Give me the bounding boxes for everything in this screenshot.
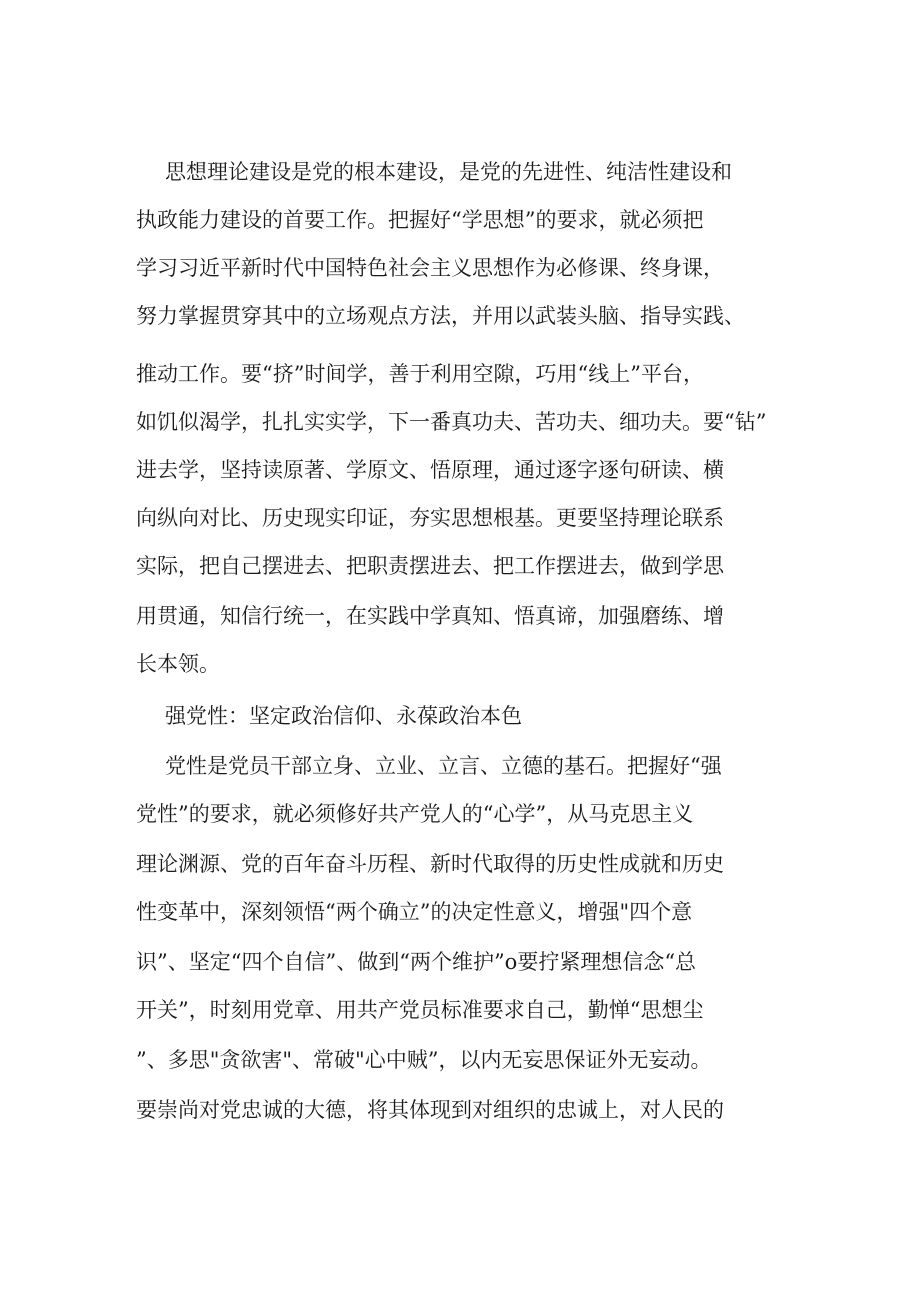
text-line: 党性是党员干部立身、立业、立言、立德的基石。把握好“强 [165,754,722,778]
text-line: 如饥似渴学，扎扎实实学，下一番真功夫、苦功夫、细功夫。要“钻” [136,410,767,434]
text-line: 长本领。 [136,652,220,676]
text-line: 努力掌握贯穿其中的立场观点方法，并用以武装头脑、指导实践、 [136,304,745,328]
text-line: 向纵向对比、历史现实印证，夯实思想根基。更要坚持理论联系 [136,506,724,530]
text-line: 推动工作。要“挤”时间学，善于利用空隙，巧用“线上”平台， [136,362,704,386]
text-line: 学习习近平新时代中国特色社会主义思想作为必修课、终身课， [136,256,724,280]
text-line: 识”、坚定“四个自信”、做到“两个维护”o要拧紧理想信念“总 [136,950,697,974]
section-heading: 强党性：坚定政治信仰、永葆政治本色 [165,704,522,728]
text-line: 性变革中，深刻领悟“两个确立”的决定性意义，增强"四个意 [136,900,693,924]
text-line: 实际，把自己摆进去、把职责摆进去、把工作摆进去，做到学思 [136,554,724,578]
text-line: 党性”的要求，就必须修好共产党人的“心学”，从马克思主义 [136,802,694,826]
text-line: ”、多思"贪欲害"、常破"心中贼”，以内无妄思保证外无妄动。 [136,1048,712,1072]
text-line: 理论渊源、党的百年奋斗历程、新时代取得的历史性成就和历史 [136,852,724,876]
text-line: 执政能力建设的首要工作。把握好“学思想”的要求，就必须把 [136,208,704,232]
text-line: 开关”，时刻用党章、用共产党员标准要求自己，勤惮“思想尘 [136,998,704,1022]
text-line: 进去学，坚持读原著、学原文、悟原理，通过逐字逐句研读、横 [136,458,724,482]
text-line: 要崇尚对党忠诚的大德，将其体现到对组织的忠诚上，对人民的 [136,1098,724,1122]
text-line: 思想理论建设是党的根本建设，是党的先进性、纯洁性建设和 [165,160,732,184]
text-line: 用贯通，知信行统一，在实践中学真知、悟真谛，加强磨练、增 [136,604,724,628]
